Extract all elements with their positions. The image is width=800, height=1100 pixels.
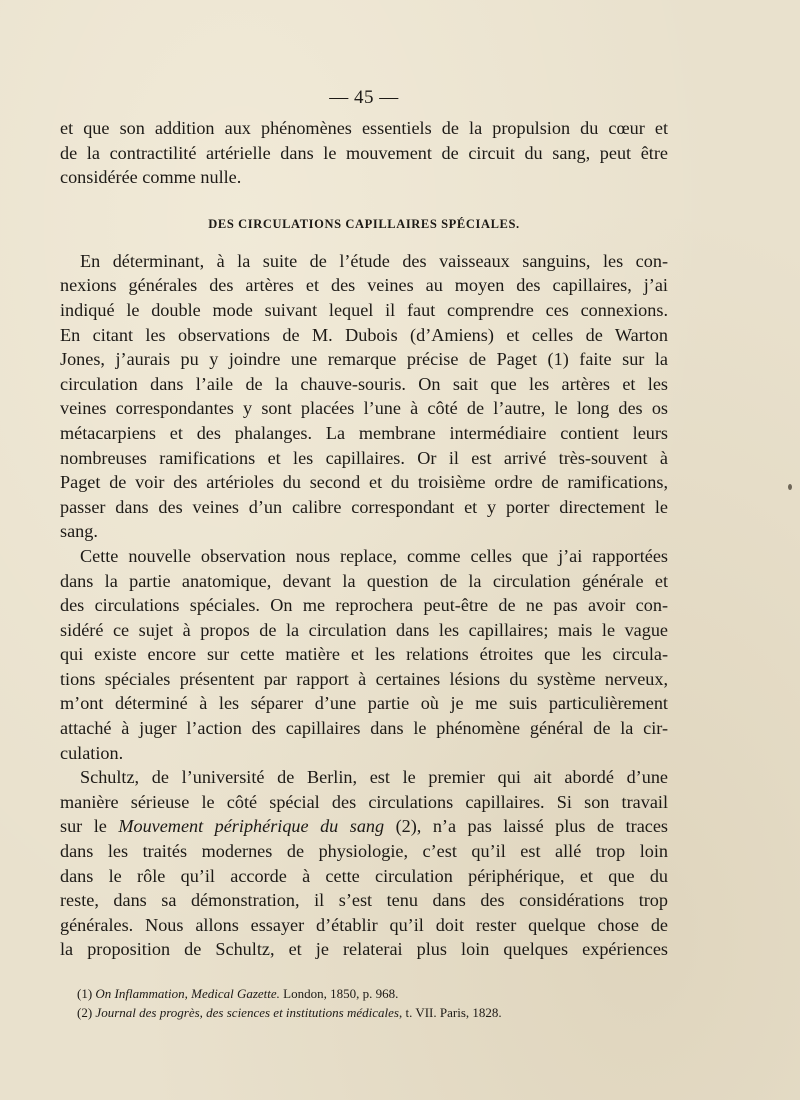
text-line: attaché à juger l’action des capillaires dans le phénomène général de la cir-: [60, 718, 668, 739]
text-line: de la contractilité artérielle dans le mouvement de circuit du sang, peut être: [60, 142, 668, 163]
text-line: Jones, j’aurais pu y joindre une remarque précise de Paget (1) faite sur la: [60, 349, 668, 370]
text-line: nombreuses ramifications et les capillaires. Or il est arrivé très-souvent à: [60, 447, 668, 468]
italic-title: Mouvement périphérique du sang: [118, 816, 385, 837]
text-line: manière sérieuse le côté spécial des circulations capillaires. Si son travail: [60, 791, 668, 812]
text-line: circulation dans l’aile de la chauve-souris. On sait que les artères et les: [60, 373, 668, 394]
text-line: dans la partie anatomique, devant la question de la circulation générale et: [60, 570, 668, 591]
text-line: m’ont déterminé à les séparer d’une partie où je me suis particulièrement: [60, 693, 668, 714]
text-fragment: (2), n’a pas laissé plus de traces: [384, 816, 668, 837]
footnote-marker: (1): [77, 986, 96, 1001]
text-line: En déterminant, à la suite de l’étude des vaisseaux sanguins, les con-: [80, 250, 668, 271]
text-line: et que son addition aux phénomènes essentiels de la propulsion du cœur et: [60, 118, 668, 138]
paragraph-schultz: [60, 765, 668, 962]
text-line: tions spéciales présentent par rapport à certaines lésions du système nerveux,: [60, 668, 668, 689]
text-line: Cette nouvelle observation nous replace, comme celles que j’ai rapportées: [80, 545, 668, 566]
text-line: [60, 814, 668, 839]
footnotes: [77, 984, 637, 1022]
text-line: passer dans des veines d’un calibre correspondant et y porter directement le: [60, 496, 668, 517]
footnote-1: [77, 984, 637, 1003]
paragraph-circulations: [60, 544, 668, 765]
text-line: En citant les observations de M. Dubois (d’Amiens) et celles de Warton: [60, 324, 668, 345]
text-line: sidéré ce sujet à propos de la circulation dans les capillaires; mais le vague: [60, 619, 668, 640]
text-line: indiqué le double mode suivant lequel il faut comprendre ces connexions.: [60, 299, 668, 320]
text-line: la proposition de Schultz, et je relaterai plus loin quelques expériences: [60, 939, 668, 960]
paragraph-paget: [60, 249, 668, 544]
text-line: sang.: [60, 521, 98, 542]
footnote-text: , t. VII. Paris, 1828.: [398, 1005, 502, 1020]
footnote-title: On Inflammation, Medical Gazette.: [95, 986, 280, 1001]
footnote-marker: (2): [77, 1005, 96, 1020]
text-line: Paget de voir des artérioles du second et du troisième ordre de ramifications,: [60, 472, 668, 493]
text-line: dans le rôle qu’il accorde à cette circulation périphérique, et que du: [60, 865, 668, 886]
footnote-text: London, 1850, p. 968.: [279, 986, 399, 1001]
footnote-title: Journal des progrès, des sciences et institutions médicales: [95, 1005, 399, 1020]
paper-blemish: [788, 484, 792, 490]
page-number: — 45 —: [329, 87, 399, 108]
text-line: nexions générales des artères et des veines au moyen des capillaires, j’ai: [60, 275, 668, 296]
text-fragment: sur le: [60, 816, 119, 837]
text-line: culation.: [60, 742, 124, 763]
opening-paragraph: [60, 116, 668, 190]
text-line: considérée comme nulle.: [60, 167, 242, 188]
footnote-2: [77, 1003, 637, 1022]
text-line: qui existe encore sur cette matière et les relations étroites que les circula-: [60, 644, 668, 665]
page-body: [60, 86, 668, 962]
text-line: Schultz, de l’université de Berlin, est le premier qui ait abordé d’une: [80, 767, 668, 788]
text-line: générales. Nous allons essayer d’établir qu’il doit rester quelque chose de: [60, 914, 668, 935]
text-line: veines correspondantes y sont placées l’une à côté de l’autre, le long des os: [60, 398, 668, 419]
text-line: métacarpiens et des phalanges. La membrane intermédiaire contient leurs: [60, 422, 668, 443]
text-line: des circulations spéciales. On me reprochera peut-être de ne pas avoir con-: [60, 595, 668, 616]
text-line: dans les traités modernes de physiologie, c’est qu’il est allé trop loin: [60, 841, 668, 862]
text-line: reste, dans sa démonstration, il s’est tenu dans des considérations trop: [60, 890, 668, 911]
section-heading: DES CIRCULATIONS CAPILLAIRES SPÉCIALES.: [208, 216, 520, 231]
